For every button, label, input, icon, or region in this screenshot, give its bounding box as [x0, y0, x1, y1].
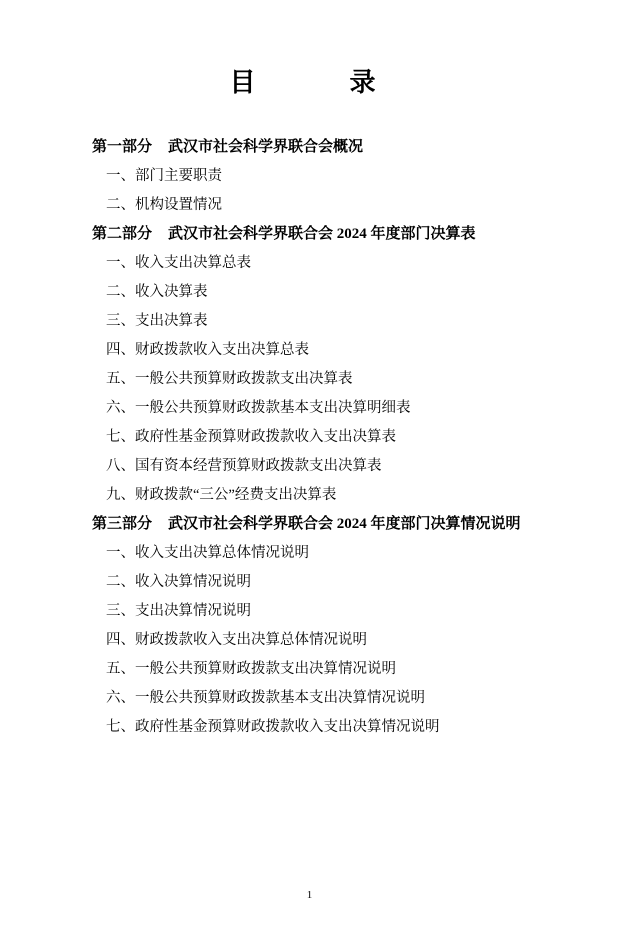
toc-item-entry[interactable]: 八、国有资本经营预算财政拨款支出决算表: [106, 458, 382, 474]
toc-item-entry[interactable]: 二、机构设置情况: [106, 197, 222, 213]
toc-part-label: 武汉市社会科学界联合会 2024 年度部门决算情况说明: [168, 516, 521, 532]
toc-item-entry[interactable]: 七、政府性基金预算财政拨款收入支出决算表: [106, 429, 396, 445]
toc-item-entry[interactable]: 四、财政拨款收入支出决算总体情况说明: [106, 632, 367, 648]
toc-item-entry[interactable]: 五、一般公共预算财政拨款支出决算表: [106, 371, 353, 387]
page-title: 目 录: [229, 68, 390, 97]
toc-item-entry[interactable]: 三、支出决算表: [106, 313, 208, 329]
toc-item-entry[interactable]: 一、收入支出决算总体情况说明: [106, 545, 309, 561]
toc-part-label: 武汉市社会科学界联合会 2024 年度部门决算表: [168, 226, 476, 242]
toc-part-prefix: 第一部分: [92, 139, 153, 155]
page-number: 1: [306, 889, 313, 901]
toc-part-entry[interactable]: [92, 220, 553, 249]
toc-item-entry[interactable]: 二、收入决算表: [106, 284, 208, 300]
toc-part-entry[interactable]: [92, 133, 553, 162]
toc-part-entry[interactable]: [92, 510, 553, 539]
toc-item-entry[interactable]: 七、政府性基金预算财政拨款收入支出决算情况说明: [106, 719, 440, 735]
toc-item-entry[interactable]: 二、收入决算情况说明: [106, 574, 251, 590]
toc-item-entry[interactable]: 三、支出决算情况说明: [106, 603, 251, 619]
toc-part-prefix: 第三部分: [92, 516, 153, 532]
toc-item-entry[interactable]: 五、一般公共预算财政拨款支出决算情况说明: [106, 661, 396, 677]
toc-part-label: 武汉市社会科学界联合会概况: [168, 139, 364, 155]
toc-item-entry[interactable]: 六、一般公共预算财政拨款基本支出决算情况说明: [106, 690, 425, 706]
table-of-contents: [0, 133, 619, 742]
toc-item-entry[interactable]: 九、财政拨款“三公”经费支出决算表: [106, 487, 337, 503]
toc-part-prefix: 第二部分: [92, 226, 153, 242]
toc-item-entry[interactable]: 六、一般公共预算财政拨款基本支出决算明细表: [106, 400, 411, 416]
document-page: [0, 62, 619, 937]
toc-item-entry[interactable]: 一、部门主要职责: [106, 168, 222, 184]
toc-item-entry[interactable]: 一、收入支出决算总表: [106, 255, 251, 271]
toc-item-entry[interactable]: 四、财政拨款收入支出决算总表: [106, 342, 309, 358]
